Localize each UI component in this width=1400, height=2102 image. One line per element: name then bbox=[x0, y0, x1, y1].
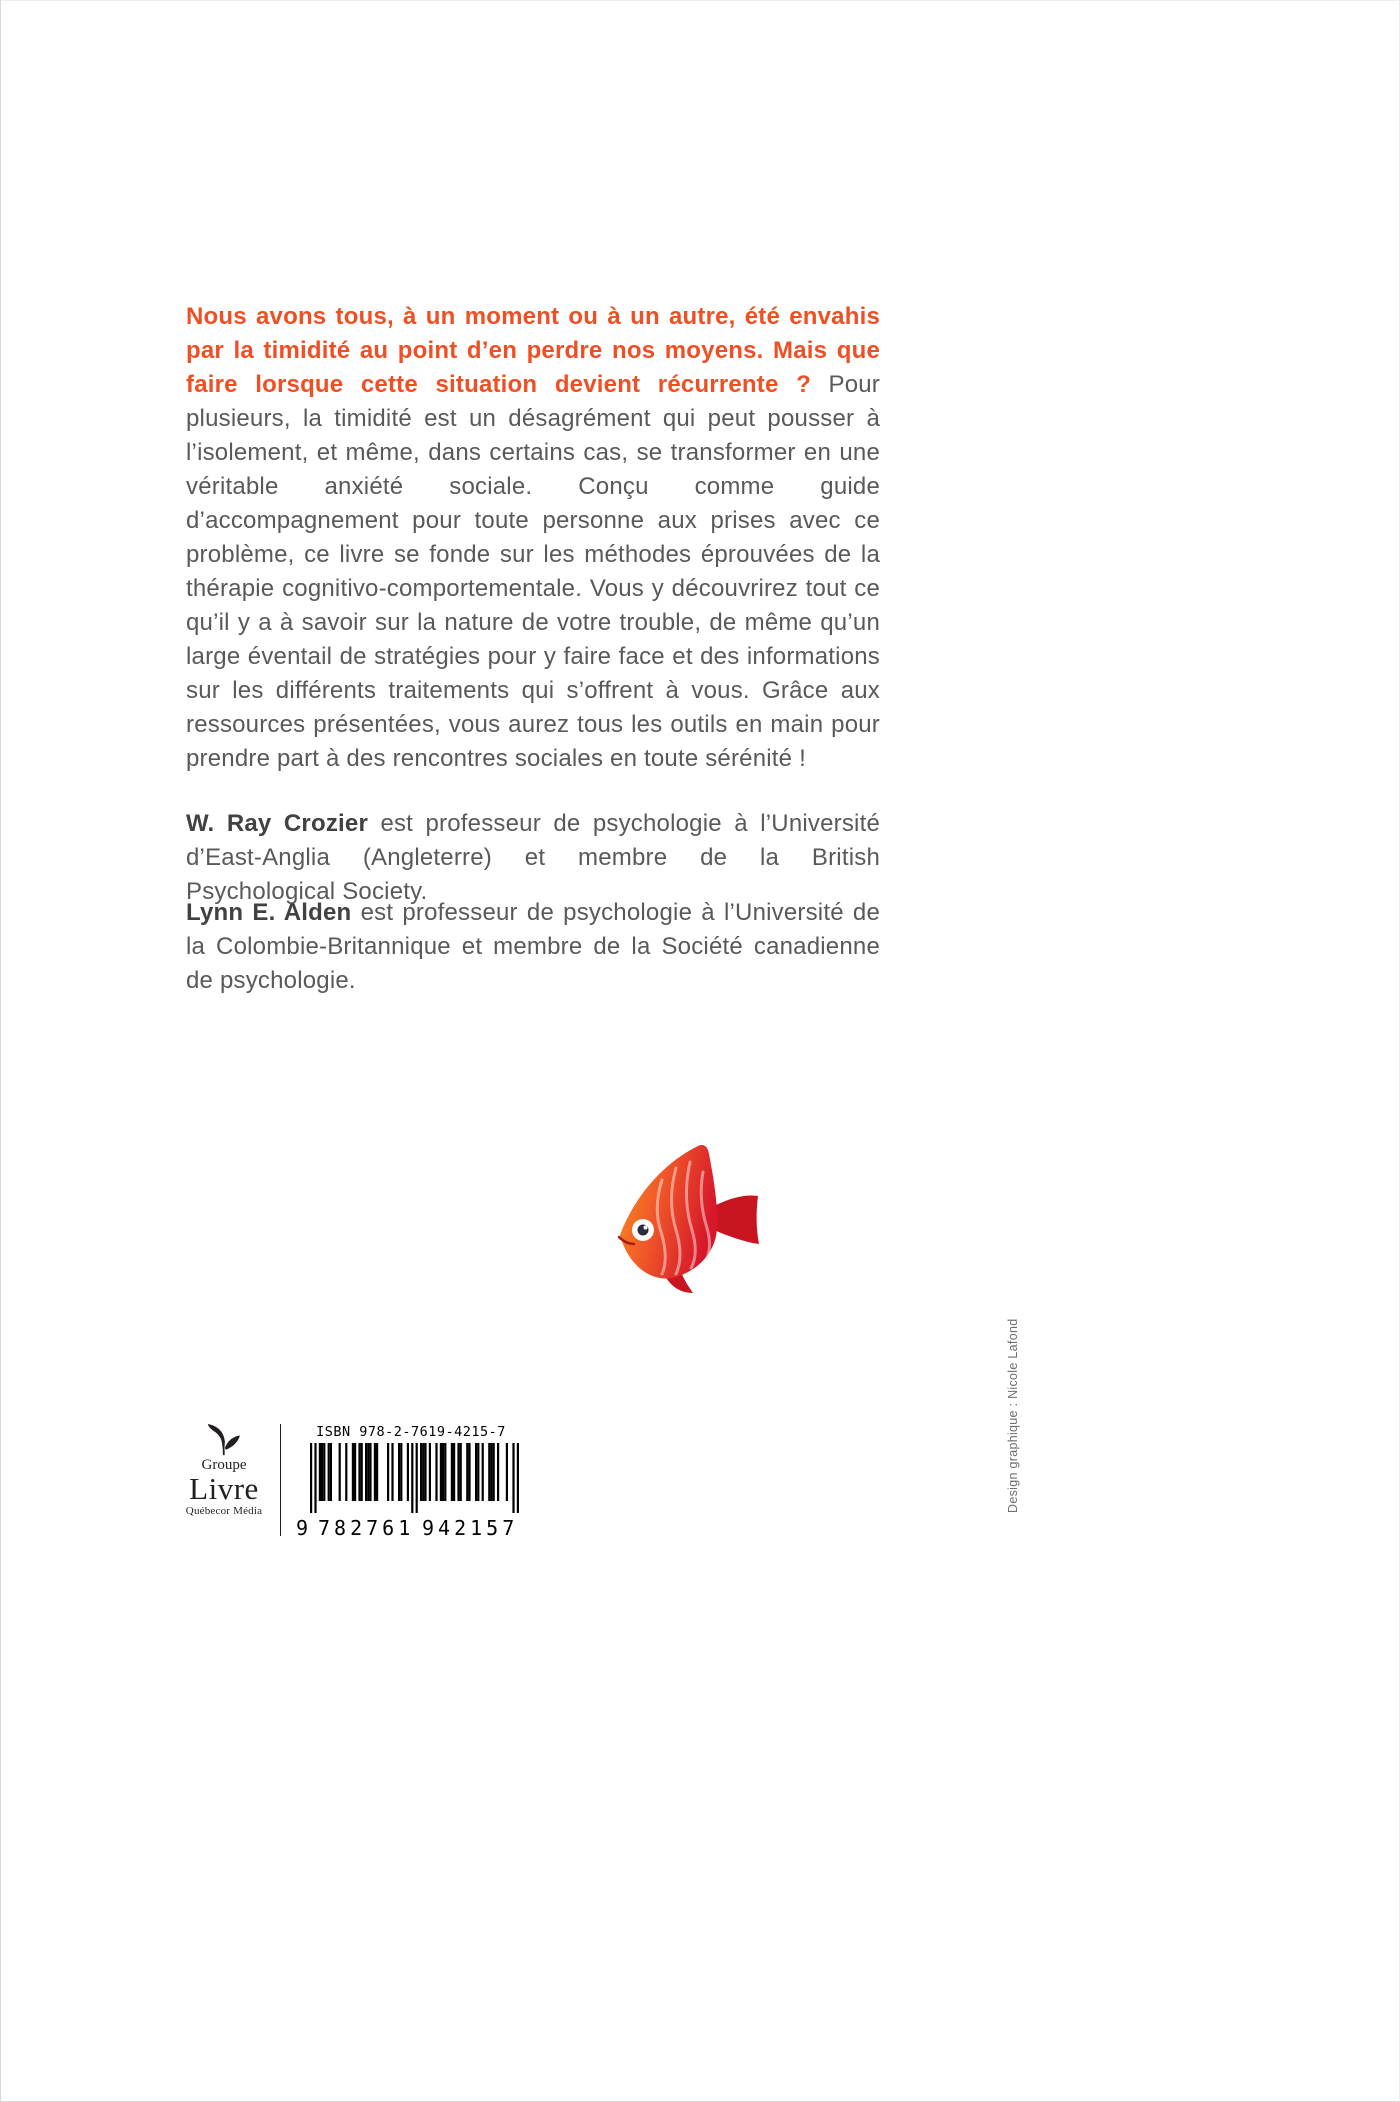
design-credit: Design graphique : Nicole Lafond bbox=[1006, 1318, 1020, 1513]
publisher-media-label: Québecor Média bbox=[185, 1505, 263, 1517]
author-bio-text: est professeur de psychologie à l’Université de la Colombie-Britannique et membre de la Société canadienne de psychologie. bbox=[186, 899, 880, 994]
leaf-icon bbox=[206, 1424, 242, 1456]
isbn-barcode bbox=[296, 1424, 526, 1540]
author-bio-text: est professeur de psychologie à l’Université d’East-Anglia (Angleterre) et membre de la British Psychological Society. bbox=[186, 810, 880, 905]
author-name: Lynn E. Alden bbox=[186, 899, 352, 926]
back-cover-blurb bbox=[186, 300, 880, 776]
ean-barcode-bars bbox=[310, 1443, 520, 1515]
fish-illustration bbox=[610, 1140, 760, 1300]
isbn-label: ISBN 978-2-7619-4215-7 bbox=[316, 1424, 506, 1440]
author-bio-alden bbox=[186, 896, 880, 998]
ean-digit-group-left: 782761 bbox=[318, 1516, 415, 1540]
publisher-group-label: Groupe bbox=[201, 1457, 247, 1473]
publisher-name-label: Livre bbox=[189, 1471, 259, 1506]
ean-digit-group-right: 942157 bbox=[422, 1516, 519, 1540]
ean-digits bbox=[296, 1516, 526, 1540]
fish-icon bbox=[610, 1140, 760, 1300]
publisher-logo bbox=[168, 1424, 281, 1536]
blurb-body: Pour plusieurs, la timidité est un désagrément qui peut pousser à l’isolement, et même, dans certains cas, se transformer en une véritable anxiété sociale. Conçu comme guide d’accompagnement pour toute personne aux prises avec ce problème, ce livre se fonde sur les méthodes éprouvées de la thérapie cognitivo-comportementale. Vous y découvrirez tout ce qu’il y a à savoir sur la nature de votre trouble, de même qu’un large éventail de stratégies pour y faire face et des informations sur les différents traitements qui s’offrent à vous. Grâce aux ressources présentées, vous aurez tous les outils en main pour prendre part à des rencontres sociales en toute sérénité ! bbox=[186, 371, 880, 772]
blurb-highlight: Nous avons tous, à un moment ou à un autre, été envahis par la timidité au point d’en perdre nos moyens. Mais que faire lorsque cette situation devient récurrente ? bbox=[186, 303, 880, 398]
ean-digit-first: 9 bbox=[296, 1516, 309, 1540]
author-name: W. Ray Crozier bbox=[186, 810, 368, 837]
author-bio-crozier bbox=[186, 807, 880, 909]
